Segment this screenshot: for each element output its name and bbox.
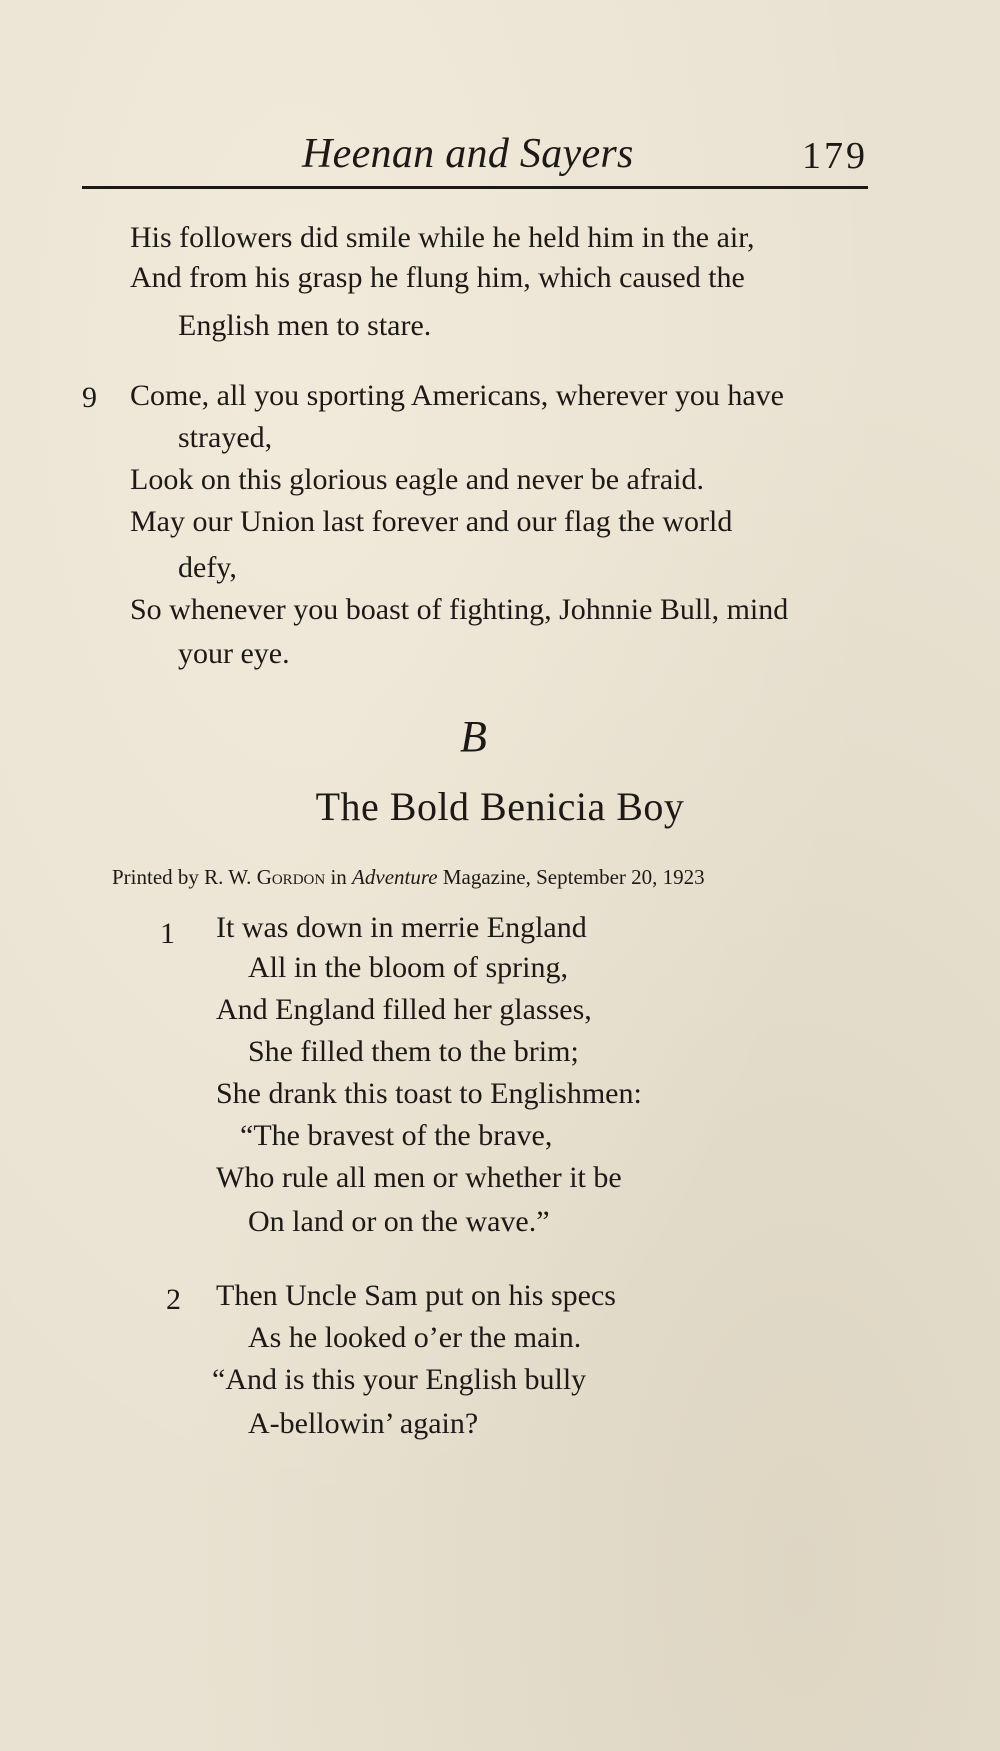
verse-line: It was down in merrie England xyxy=(216,911,587,944)
verse-line: English men to stare. xyxy=(178,309,432,342)
verse-line: She drank this toast to Englishmen: xyxy=(216,1077,642,1110)
header-rule xyxy=(82,186,868,189)
verse-line: As he looked o’er the main. xyxy=(248,1321,582,1354)
page-number: 179 xyxy=(802,135,868,177)
song-title: The Bold Benicia Boy xyxy=(315,784,685,829)
verse-line: May our Union last forever and our flag the world xyxy=(130,505,733,538)
verse-line: “And is this your English bully xyxy=(212,1363,587,1396)
verse-line: Look on this glorious eagle and never be afraid. xyxy=(130,463,704,496)
stanza-number: 9 xyxy=(82,381,97,414)
source-prefix: Printed by R. W. xyxy=(112,865,252,889)
stanza-number: 2 xyxy=(166,1283,181,1316)
verse-line: All in the bloom of spring, xyxy=(248,951,568,984)
section-letter: B xyxy=(460,712,487,761)
verse-line: Come, all you sporting Americans, wherever you have xyxy=(130,379,784,412)
source-middle: in xyxy=(330,865,347,889)
source-publication: Adventure xyxy=(352,865,438,889)
verse-line: A-bellowin’ again? xyxy=(248,1407,479,1440)
source-suffix: Magazine, September 20, 1923 xyxy=(442,865,705,889)
verse-line: your eye. xyxy=(178,637,290,670)
verse-line: She filled them to the brim; xyxy=(248,1035,579,1068)
source-note xyxy=(112,862,705,892)
verse-line: Who rule all men or whether it be xyxy=(216,1161,622,1194)
verse-line: So whenever you boast of fighting, Johnnie Bull, mind xyxy=(130,593,789,626)
verse-line: defy, xyxy=(178,551,237,584)
verse-line: “The bravest of the brave, xyxy=(240,1119,553,1152)
running-title: Heenan and Sayers xyxy=(302,131,634,177)
verse-line: On land or on the wave.” xyxy=(248,1205,550,1238)
verse-line: Then Uncle Sam put on his specs xyxy=(216,1279,616,1312)
verse-line: And from his grasp he flung him, which caused the xyxy=(130,261,745,294)
verse-line: And England filled her glasses, xyxy=(216,993,592,1026)
source-author: Gordon xyxy=(256,865,326,889)
running-head xyxy=(82,128,868,188)
verse-line: strayed, xyxy=(178,421,273,454)
stanza-number: 1 xyxy=(160,917,175,950)
verse-line: His followers did smile while he held him in the air, xyxy=(130,221,755,254)
